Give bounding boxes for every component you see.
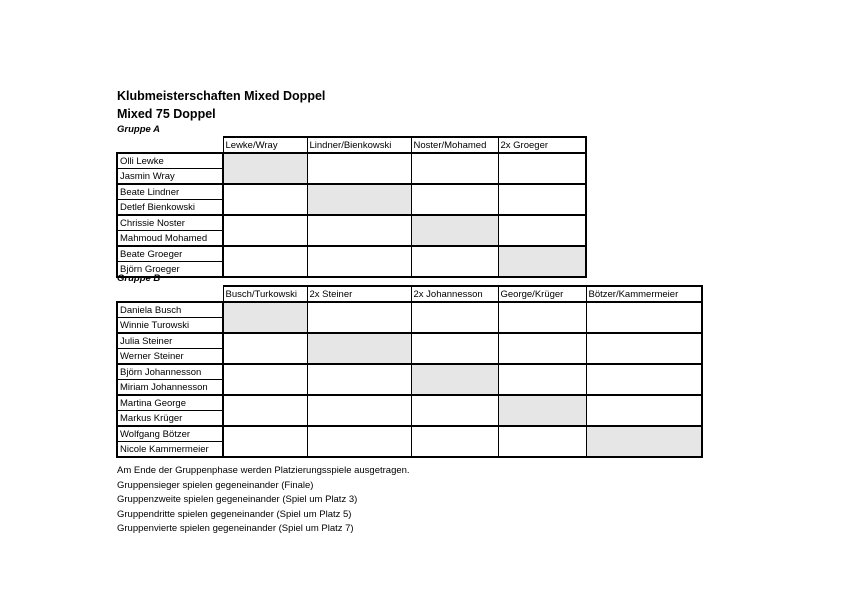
column-header: George/Krüger	[498, 286, 586, 302]
player-name: Markus Krüger	[117, 411, 223, 427]
notes-section	[117, 464, 410, 537]
diagonal-cell	[498, 246, 586, 277]
document-title: Klubmeisterschaften Mixed Doppel	[117, 89, 326, 103]
player-name: Björn Groeger	[117, 262, 223, 278]
group-b-label: Gruppe B	[117, 273, 161, 284]
result-cell	[411, 302, 498, 333]
player-name: Werner Steiner	[117, 349, 223, 365]
column-header: Lewke/Wray	[223, 137, 307, 153]
result-cell	[498, 184, 586, 215]
result-cell	[307, 246, 411, 277]
result-cell	[411, 426, 498, 457]
result-cell	[411, 395, 498, 426]
diagonal-cell	[411, 364, 498, 395]
table-row	[117, 184, 586, 200]
result-cell	[223, 246, 307, 277]
result-cell	[223, 333, 307, 364]
table-row	[117, 364, 702, 380]
result-cell	[586, 302, 702, 333]
result-cell	[307, 215, 411, 246]
diagonal-cell	[498, 395, 586, 426]
result-cell	[307, 153, 411, 184]
result-cell	[411, 184, 498, 215]
player-name: Martina George	[117, 395, 223, 411]
diagonal-cell	[586, 426, 702, 457]
result-cell	[411, 333, 498, 364]
result-cell	[498, 302, 586, 333]
player-name: Beate Lindner	[117, 184, 223, 200]
player-name: Winnie Turowski	[117, 318, 223, 334]
result-cell	[223, 426, 307, 457]
column-header: Lindner/Bienkowski	[307, 137, 411, 153]
table-row	[117, 395, 702, 411]
note-line: Gruppenvierte spielen gegeneinander (Spiel um Platz 7)	[117, 523, 354, 534]
result-cell	[586, 364, 702, 395]
note-line: Gruppendritte spielen gegeneinander (Spiel um Platz 5)	[117, 508, 352, 520]
result-cell	[498, 153, 586, 184]
diagonal-cell	[223, 153, 307, 184]
result-cell	[498, 426, 586, 457]
player-name: Daniela Busch	[117, 302, 223, 318]
result-cell	[498, 333, 586, 364]
result-cell	[307, 302, 411, 333]
column-header: 2x Steiner	[307, 286, 411, 302]
player-name: Nicole Kammermeier	[117, 442, 223, 458]
result-cell	[223, 184, 307, 215]
document-subtitle: Mixed 75 Doppel	[117, 107, 216, 121]
diagonal-cell	[307, 333, 411, 364]
diagonal-cell	[223, 302, 307, 333]
note-line: Am Ende der Gruppenphase werden Platzierungsspiele ausgetragen.	[117, 465, 410, 476]
player-name: Beate Groeger	[117, 246, 223, 262]
result-cell	[307, 395, 411, 426]
result-cell	[411, 246, 498, 277]
note-line: Gruppensieger spielen gegeneinander (Finale)	[117, 479, 314, 491]
result-cell	[307, 426, 411, 457]
group-a-table	[116, 136, 587, 278]
player-name: Detlef Bienkowski	[117, 200, 223, 216]
player-name: Wolfgang Bötzer	[117, 426, 223, 442]
column-header: Noster/Mohamed	[411, 137, 498, 153]
result-cell	[223, 364, 307, 395]
player-name: Chrissie Noster	[117, 215, 223, 231]
table-row	[117, 426, 702, 442]
player-name: Mahmoud Mohamed	[117, 231, 223, 247]
player-name: Jasmin Wray	[117, 169, 223, 185]
column-header: Bötzer/Kammermeier	[586, 286, 702, 302]
table-row	[117, 215, 586, 231]
table-row	[117, 302, 702, 318]
diagonal-cell	[307, 184, 411, 215]
result-cell	[411, 153, 498, 184]
player-name: Miriam Johannesson	[117, 380, 223, 396]
table-row	[117, 333, 702, 349]
result-cell	[223, 215, 307, 246]
result-cell	[498, 215, 586, 246]
group-b-table	[116, 285, 703, 458]
result-cell	[498, 364, 586, 395]
table-corner	[117, 286, 223, 302]
player-name: Björn Johannesson	[117, 364, 223, 380]
table-row	[117, 153, 586, 169]
player-name: Olli Lewke	[117, 153, 223, 169]
result-cell	[586, 333, 702, 364]
column-header: 2x Groeger	[498, 137, 586, 153]
note-line: Gruppenzweite spielen gegeneinander (Spiel um Platz 3)	[117, 494, 358, 505]
result-cell	[586, 395, 702, 426]
table-corner	[117, 137, 223, 153]
column-header: 2x Johannesson	[411, 286, 498, 302]
player-name: Julia Steiner	[117, 333, 223, 349]
column-header: Busch/Turkowski	[223, 286, 307, 302]
group-a-label: Gruppe A	[117, 124, 160, 135]
table-row	[117, 246, 586, 262]
result-cell	[223, 395, 307, 426]
diagonal-cell	[411, 215, 498, 246]
result-cell	[307, 364, 411, 395]
